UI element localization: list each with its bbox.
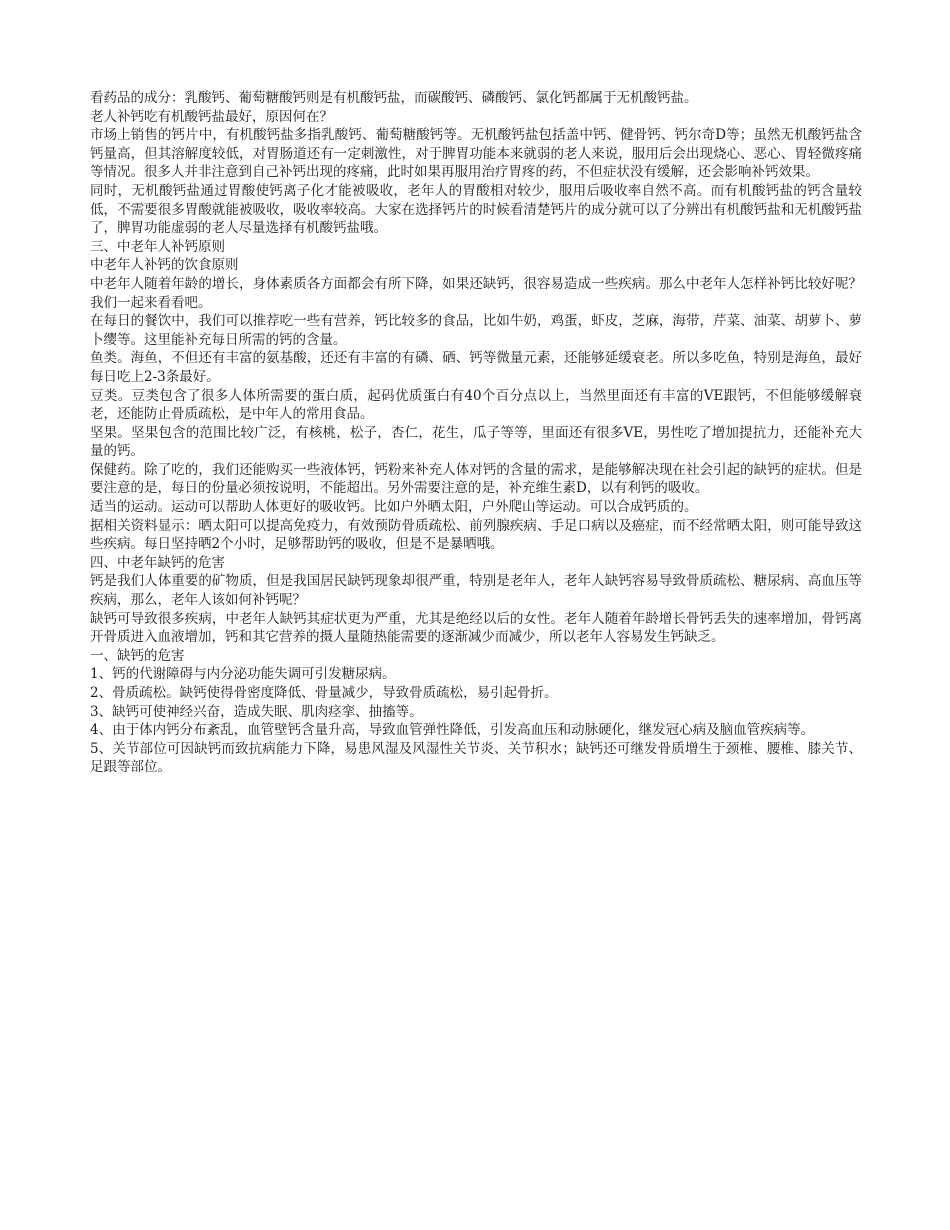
paragraph-sunlight: 据相关资料显示：晒太阳可以提高免疫力，有效预防骨质疏松、前列腺疾病、手足口病以及癌症，而不经常晒太阳，则可能导致这些疾病。每日坚持晒2个小时，足够帮助钙的吸收，但是不是暴晒哦。 xyxy=(90,517,862,553)
section-heading-hazards: 四、中老年缺钙的危害 xyxy=(90,554,225,571)
list-item-3: 3、缺钙可使神经兴奋，造成失眠、肌肉痉挛、抽搐等。 xyxy=(90,703,423,720)
paragraph-exercise: 适当的运动。运动可以帮助人体更好的吸收钙。比如户外晒太阳，户外爬山等运动。可以合成钙质的。 xyxy=(90,499,698,516)
paragraph-daily-diet: 在每日的餐饮中，我们可以推荐吃一些有营养，钙比较多的食品，比如牛奶，鸡蛋，虾皮，芝麻，海带，芹菜、油菜、胡萝卜、萝卜缨等。这里能补充每日所需的钙的含量。 xyxy=(90,313,862,348)
document-body xyxy=(90,89,862,777)
paragraph-calcium-importance: 钙是我们人体重要的矿物质，但是我国居民缺钙现象却很严重，特别是老年人，老年人缺钙容易导致骨质疏松、糖尿病、高血压等疾病，那么，老年人该如何补钙呢？ xyxy=(90,573,862,609)
subheading-diet: 中老年人补钙的饮食原则 xyxy=(90,257,239,274)
paragraph-deficiency-causes: 缺钙可导致很多疾病，中老年人缺钙其症状更为严重，尤其是绝经以后的女性。老年人随着年龄增长骨钙丢失的速率增加，骨钙离开骨质进入血液增加，钙和其它营养的摄人量随热能需要的逐渐减少而减少，所以老年人容易发生钙缺乏。 xyxy=(90,610,862,646)
section-heading-principles: 三、中老年人补钙原则 xyxy=(90,238,225,255)
paragraph-fish: 鱼类。海鱼，不但还有丰富的氨基酸，还还有丰富的有磷、硒、钙等微量元素，还能够延缓衰老。所以多吃鱼，特别是海鱼，最好每日吃上2-3条最好。 xyxy=(90,350,862,385)
paragraph-beans: 豆类。豆类包含了很多人体所需要的蛋白质，起码优质蛋白有40个百分点以上，当然里面还有丰富的VE跟钙，不但能够缓解衰老，还能防止骨质疏松，是中年人的常用食品。 xyxy=(90,387,862,423)
subheading-deficiency-hazards: 一、缺钙的危害 xyxy=(90,647,185,664)
paragraph-question: 老人补钙吃有机酸钙盐最好，原因何在？ xyxy=(90,108,333,125)
paragraph-supplements: 保健药。除了吃的，我们还能购买一些液体钙，钙粉来补充人体对钙的含量的需求，是能够解决现在社会引起的缺钙的症状。但是要注意的是，每日的份量必须按说明，不能超出。另外需要注意的是，补充维生素D，以有利钙的吸收。 xyxy=(90,461,862,497)
paragraph-intro: 中老年人随着年龄的增长，身体素质各方面都会有所下降，如果还缺钙，很容易造成一些疾病。那么中老年人怎样补钙比较好呢？我们一起来看看吧。 xyxy=(90,275,862,311)
paragraph-ingredients: 看药品的成分：乳酸钙、葡萄糖酸钙则是有机酸钙盐，而碳酸钙、磷酸钙、氯化钙都属于无机酸钙盐。 xyxy=(90,90,698,106)
list-item-4: 4、由于体内钙分布紊乱，血管壁钙含量升高，导致血管弹性降低，引发高血压和动脉硬化，继发冠心病及脑血管疾病等。 xyxy=(90,722,815,739)
paragraph-nuts: 坚果。坚果包含的范围比较广泛，有核桃，松子，杏仁，花生，瓜子等等，里面还有很多VE，男性吃了增加提抗力，还能补充大量的钙。 xyxy=(90,424,862,460)
list-item-2: 2、骨质疏松。缺钙使得骨密度降低、骨量减少，导致骨质疏松，易引起骨折。 xyxy=(90,685,558,701)
list-item-1: 1、钙的代谢障碍与内分泌功能失调可引发糖尿病。 xyxy=(90,666,396,683)
paragraph-market-calcium: 市场上销售的钙片中，有机酸钙盐多指乳酸钙、葡萄糖酸钙等。无机酸钙盐包括盖中钙、健骨钙、钙尔奇D等；虽然无机酸钙盐含钙量高，但其溶解度较低，对胃肠道还有一定刺激性，对于脾胃功能本来就弱的老人来说，服用后会出现烧心、恶心、胃轻微疼痛等情况。很多人并非注意到自己补钙出现的疼痛，此时如果再服用治疗胃疼的药，不但症状没有缓解，还会影响补钙效果。 xyxy=(90,127,862,181)
paragraph-absorption: 同时，无机酸钙盐通过胃酸使钙离子化才能被吸收，老年人的胃酸相对较少，服用后吸收率自然不高。而有机酸钙盐的钙含量较低，不需要很多胃酸就能被吸收，吸收率较高。大家在选择钙片的时候看清楚钙片的成分就可以了分辨出有机酸钙盐和无机酸钙盐了，脾胃功能虚弱的老人尽量选择有机酸钙盐哦。 xyxy=(90,182,862,237)
list-item-5: 5、关节部位可因缺钙而致抗病能力下降，易患风湿及风湿性关节炎、关节积水；缺钙还可继发骨质增生于颈椎、腰椎、膝关节、足跟等部位。 xyxy=(90,740,862,776)
